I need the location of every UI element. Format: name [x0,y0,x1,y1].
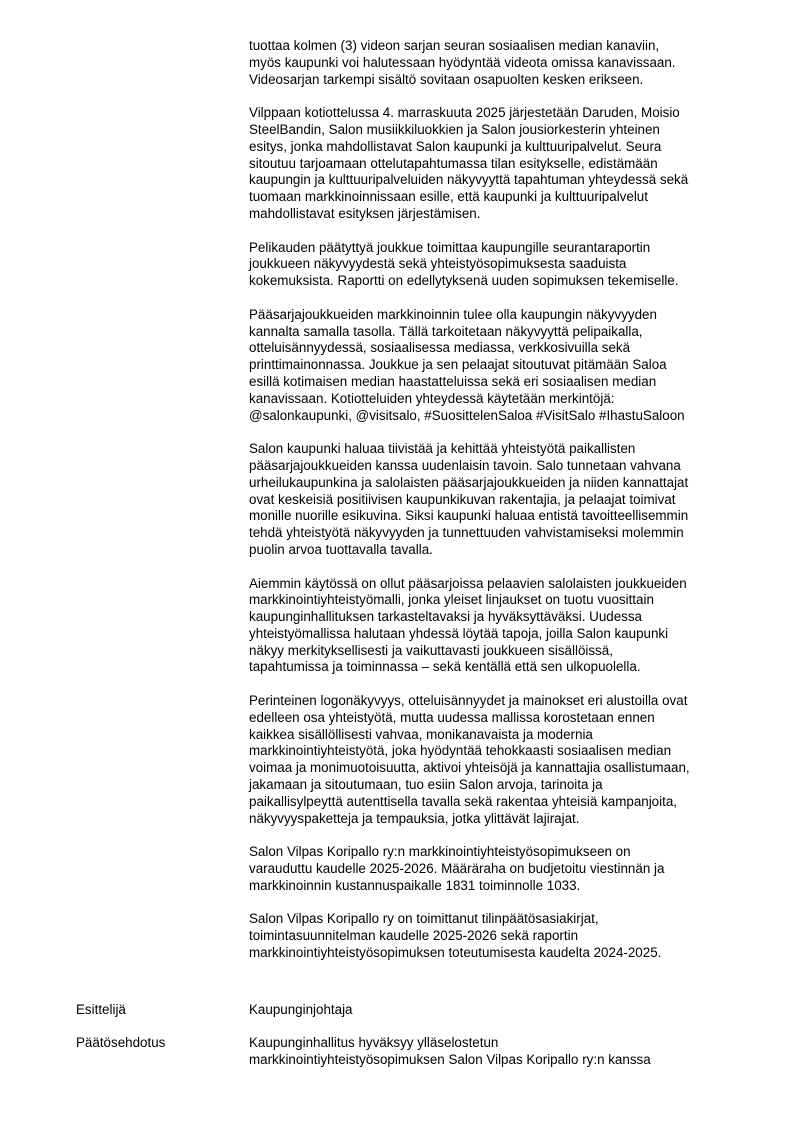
text-line: varauduttu kaudelle 2025-2026. Määräraha on budjetoitu viestinnän ja [249,861,665,877]
text-line: Aiemmin käytössä on ollut pääsarjoissa pelaavien salolaisten joukkueiden [249,575,687,591]
text-line: pääsarjajoukkueiden kanssa uudenlaisin tavoin. Salo tunnetaan vahvana [249,457,681,473]
proposal-label: Päätösehdotus [76,1035,166,1050]
paragraph-traditional-visibility [249,693,739,827]
text-line: otteluisännyydessä, sosiaalisessa mediassa, verkkosivuilla sekä [249,340,631,356]
paragraph-submitted-documents [249,911,739,961]
text-line: kaikkea sisällöllisesti vahvaa, monikanavaista ja modernia [249,726,593,742]
text-line: mahdollistavat esityksen järjestämisen. [249,205,481,221]
presenter-value [249,1002,739,1019]
text-line: kaupungin ja kulttuuripalveluiden näkyvyyttä tapahtuman yhteydessä sekä [249,172,689,188]
text-line: Pelikauden päätyttyä joukkue toimittaa kaupungille seurantaraportin [249,239,651,255]
paragraph-home-game-event [249,105,739,223]
text-line: Salon kaupunki haluaa tiivistää ja kehittää yhteistyötä paikallisten [249,441,636,457]
document-body [249,38,739,979]
text-line: Salon Vilpas Koripallo ry:n markkinointiyhteistyösopimukseen on [249,844,631,860]
text-line: monille nuorille esikuvina. Siksi kaupunki haluaa entistä tavoitteellisemmin [249,508,689,524]
paragraph-previous-model [249,576,739,677]
text-line: urheilukaupunkina ja salolaisten pääsarjajoukkueiden ja niiden kannattajat [249,474,689,490]
text-line: markkinointiyhteistyömalli, jonka yleiset linjaukset on tuotu vuosittain [249,592,654,608]
proposal-value [249,1035,739,1069]
presenter-label: Esittelijä [76,1002,126,1017]
text-line: tuomaan markkinoinnissaan esille, että kaupunki ja kulttuuripalvelut [249,189,648,205]
text-line: puolin arvoa tuottavalla tavalla. [249,541,433,557]
text-line: voimaa ja monimuotoisuutta, aktivoi yhteisöjä ja kannattajia osallistumaan, [249,760,690,776]
text-line: esitys, jonka mahdollistavat Salon kaupunki ja kulttuuripalvelut. Seura [249,138,662,154]
text-line: näkyy merkityksellisesti ja vaikuttavasti joukkueen sisällöissä, [249,642,613,658]
text-line: jakamaan ja sitoutumaan, tuo esiin Salon arvoja, tarinoita ja [249,777,603,793]
text-line: yhteistyömallissa halutaan yhdessä löytää tapoja, joilla Salon kaupunki [249,625,669,641]
paragraph-season-report [249,240,739,290]
text-line: tapahtumissa ja toiminnassa – sekä kentällä että sen ulkopuolella. [249,659,641,675]
text-line: kaupunginhallituksen tarkasteltavaksi ja hyväksyttäväksi. Uudessa [249,609,642,625]
proposal-text-line: markkinointiyhteistyösopimuksen Salon Vilpas Koripallo ry:n kanssa [249,1051,651,1067]
text-line: markkinoinnin kustannuspaikalle 1831 toiminnolle 1033. [249,877,581,893]
text-line: SteelBandin, Salon musiikkiluokkien ja Salon jousiorkesterin yhteinen [249,121,660,137]
text-line: Videosarjan tarkempi sisältö sovitaan osapuolten kesken erikseen. [249,71,644,87]
text-line: Salon Vilpas Koripallo ry on toimittanut tilinpäätösasiakirjat, [249,911,599,927]
paragraph-budget [249,844,739,894]
text-line: printtimainonnassa. Joukkue ja sen pelaajat sitoutuvat pitämään Saloa [249,357,667,373]
text-line: Vilppaan kotiottelussa 4. marraskuuta 2025 järjestetään Daruden, Moisio [249,105,680,121]
text-line: toimintasuunnitelman kaudelle 2025-2026 sekä raportin [249,928,579,944]
proposal-text-line: Kaupunginhallitus hyväksyy ylläselostetun [249,1035,499,1050]
paragraph-marketing-visibility [249,307,739,425]
text-line: @salonkaupunki, @visitsalo, #SuosittelenSaloa #VisitSalo #IhastuSaloon [249,407,685,423]
text-line: myös kaupunki voi halutessaan hyödyntää videota omissa kanavissaan. [249,54,676,70]
text-line: Perinteinen logonäkyvyys, otteluisännyydet ja mainokset eri alustoilla ovat [249,693,688,709]
text-line: paikallisylpeyttä autenttisella tavalla sekä rakentaa yhteisiä kampanjoita, [249,793,677,809]
text-line: markkinointiyhteistyötä, joka hyödyntää tehokkaasti sosiaalisen median [249,743,672,759]
text-line: Pääsarjajoukkueiden markkinoinnin tulee olla kaupungin näkyvyyden [249,306,657,322]
text-line: kannalta samalla tasolla. Tällä tarkoitetaan näkyvyyttä pelipaikalla, [249,323,643,339]
paragraph-video-series [249,38,739,88]
text-line: ovat keskeisiä positiivisen kaupunkikuvan rakentajia, ja pelaajat toimivat [249,491,676,507]
text-line: kanavissaan. Kotiotteluiden yhteydessä käytetään merkintöjä: [249,390,615,406]
text-line: sitoutuu tarjoamaan ottelutapahtumassa tilan esitykselle, edistämään [249,155,658,171]
text-line: kokemuksista. Raportti on edellytyksenä uuden sopimuksen tekemiselle. [249,273,679,289]
text-line: tehdä yhteistyötä näkyvyyden ja tunnettuuden vahvistamiseksi molemmin [249,525,684,541]
text-line: näkyvyyspaketteja ja tempauksia, jotka ylittävät lajirajat. [249,810,580,826]
text-line: edelleen osa yhteistyötä, mutta uudessa mallissa korostetaan ennen [249,709,655,725]
text-line: tuottaa kolmen (3) videon sarjan seuran sosiaalisen median kanaviin, [249,38,660,53]
paragraph-city-cooperation [249,441,739,559]
text-line: esillä kotimaisen median haastatteluissa sekä eri sosiaalisen median [249,373,657,389]
text-line: joukkueen näkyvyydestä sekä yhteistyösopimuksesta saaduista [249,256,627,272]
presenter-value-text: Kaupunginjohtaja [249,1002,353,1017]
text-line: markkinointiyhteistyösopimuksen toteutumisesta kaudelta 2024-2025. [249,945,662,961]
